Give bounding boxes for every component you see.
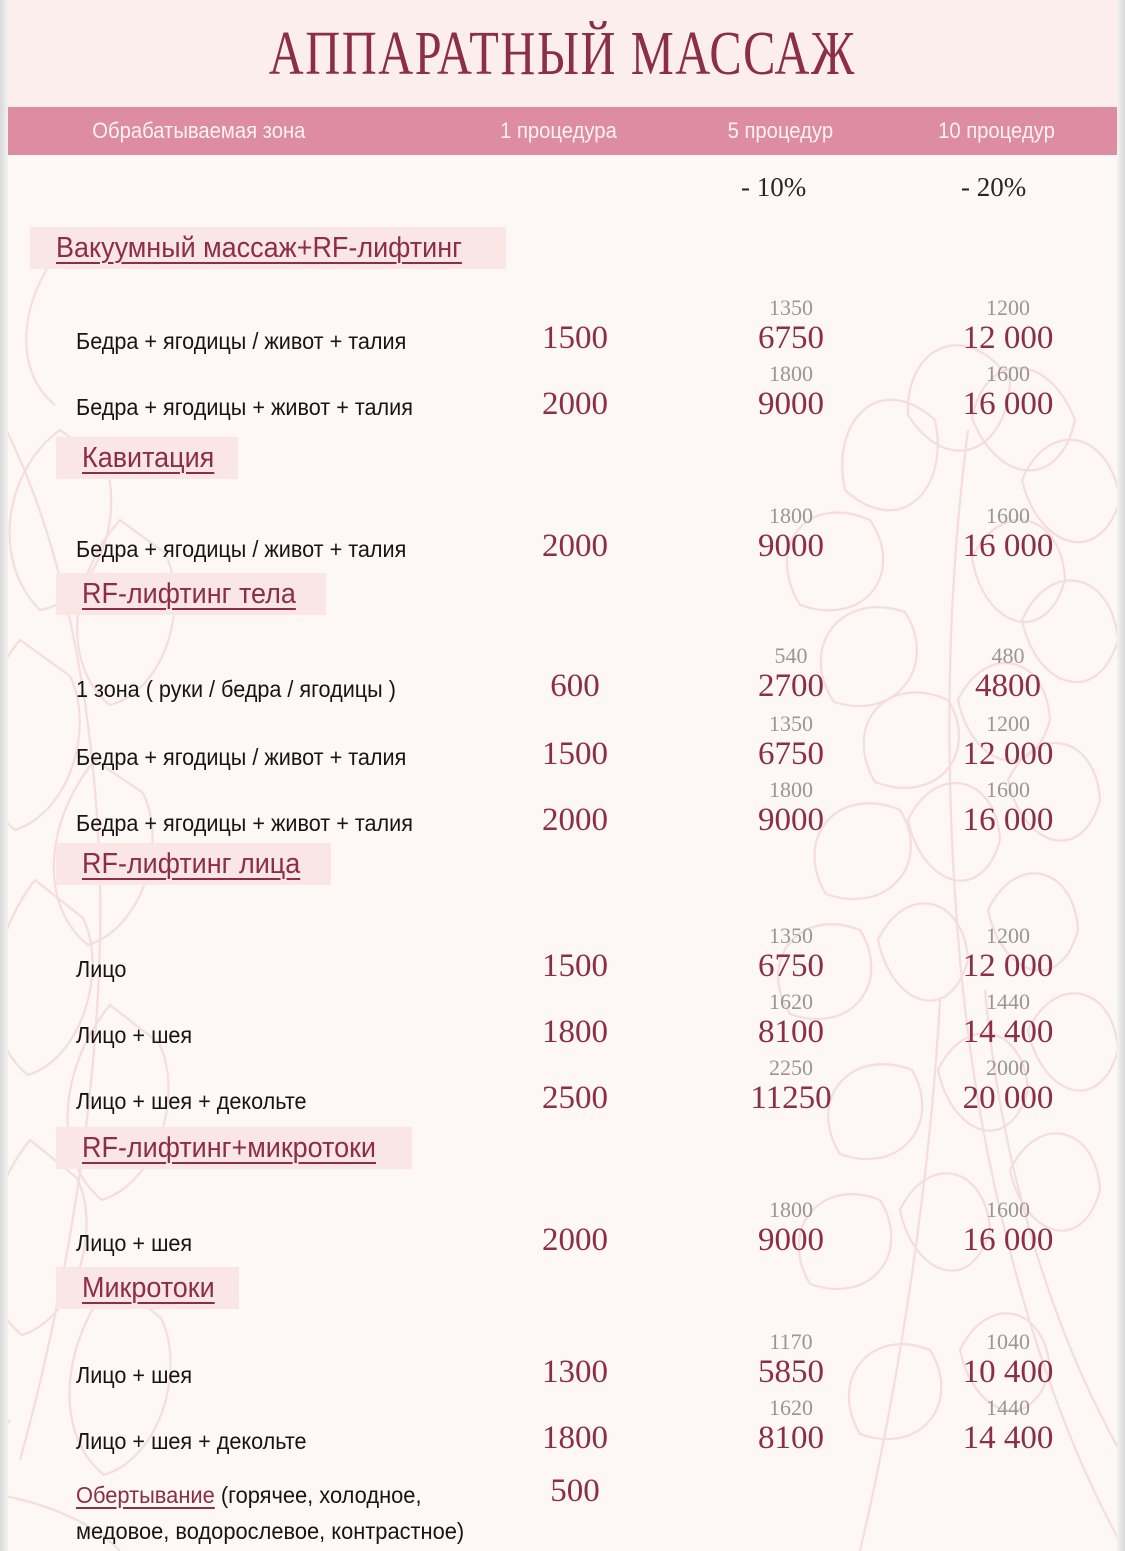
price-five-procedures: 5850 — [758, 1354, 824, 1390]
discount-badge-20: - 20% — [961, 172, 1027, 202]
price-one-procedure: 1800 — [542, 1420, 608, 1456]
price-ten-procedures: 12 000 — [962, 736, 1054, 772]
table-row — [8, 1045, 1117, 1117]
unit-price-ten: 480 — [991, 643, 1025, 668]
unit-price-ten: 1600 — [986, 777, 1030, 802]
price-one-procedure: 1500 — [542, 736, 608, 772]
price-one-procedure: 600 — [550, 668, 600, 704]
wrap-service-detail: (горячее, холодное, медовое, водорослевое, контрастное) — [76, 1482, 465, 1544]
table-header-bar — [8, 107, 1117, 155]
row-zone-label: Лицо + шея — [76, 1362, 193, 1388]
row-zone-label: Лицо + шея — [76, 1230, 193, 1256]
price-ten-procedures: 16 000 — [962, 1222, 1054, 1258]
row-zone-label: Лицо + шея + декольте — [76, 1088, 307, 1114]
price-five-procedures: 6750 — [758, 320, 824, 356]
page-edge-right — [1117, 0, 1125, 1551]
row-zone-label: Бедра + ягодицы + живот + талия — [76, 394, 413, 420]
row-zone-label: Бедра + ягодицы / живот + талия — [76, 328, 407, 354]
page-edge-left — [0, 0, 8, 1551]
unit-price-ten: 1600 — [986, 1197, 1030, 1222]
section-header — [56, 1127, 412, 1169]
table-row — [8, 1319, 1117, 1391]
table-row — [8, 979, 1117, 1051]
section-header-label: Вакуумный массаж+RF-лифтинг — [56, 231, 462, 264]
section-header — [56, 843, 331, 885]
row-zone-label: Лицо + шея — [76, 1022, 193, 1048]
unit-price-five: 1170 — [769, 1329, 813, 1354]
section-header-label: Кавитация — [82, 441, 215, 474]
page-title: АППАРАТНЫЙ МАССАЖ — [268, 19, 857, 88]
price-table-body — [8, 155, 1117, 1551]
column-header-one-procedure: 1 процедура — [500, 118, 617, 143]
unit-price-five: 2250 — [769, 1055, 813, 1080]
price-five-procedures: 8100 — [758, 1420, 824, 1456]
price-five-procedures: 2700 — [758, 668, 824, 704]
wrap-service-price: 500 — [550, 1473, 600, 1509]
row-zone-label: Бедра + ягодицы / живот + талия — [76, 744, 407, 770]
row-zone-label: Лицо + шея + декольте — [76, 1428, 307, 1454]
unit-price-five: 1620 — [769, 989, 813, 1014]
price-five-procedures: 6750 — [758, 736, 824, 772]
column-header-five-procedures: 5 процедур — [727, 118, 834, 143]
price-ten-procedures: 14 400 — [962, 1014, 1054, 1050]
row-zone-label: 1 зона ( руки / бедра / ягодицы ) — [76, 676, 396, 702]
price-one-procedure: 2000 — [542, 1222, 608, 1258]
table-row — [8, 285, 1117, 357]
unit-price-five: 1350 — [769, 711, 813, 736]
price-five-procedures: 9000 — [758, 802, 824, 838]
price-ten-procedures: 12 000 — [962, 948, 1054, 984]
price-five-procedures: 9000 — [758, 528, 824, 564]
row-zone-label: Лицо — [76, 956, 127, 982]
unit-price-ten: 1200 — [986, 711, 1030, 736]
price-five-procedures: 8100 — [758, 1014, 824, 1050]
table-row — [8, 1385, 1117, 1457]
unit-price-ten: 2000 — [986, 1055, 1030, 1080]
table-row — [8, 767, 1117, 839]
unit-price-ten: 1040 — [986, 1329, 1030, 1354]
section-header — [56, 573, 326, 615]
price-one-procedure: 1500 — [542, 320, 608, 356]
unit-price-five: 1800 — [769, 1197, 813, 1222]
price-five-procedures: 9000 — [758, 1222, 824, 1258]
price-five-procedures: 6750 — [758, 948, 824, 984]
row-zone-label: Бедра + ягодицы + живот + талия — [76, 810, 413, 836]
section-header-label: Микротоки — [82, 1271, 215, 1304]
unit-price-five: 1350 — [769, 295, 813, 320]
price-ten-procedures: 16 000 — [962, 528, 1054, 564]
column-header-zone: Обрабатываемая зона — [92, 118, 306, 143]
title-band — [8, 0, 1117, 107]
row-zone-label: Бедра + ягодицы / живот + талия — [76, 536, 407, 562]
unit-price-ten: 1200 — [986, 295, 1030, 320]
price-one-procedure: 2500 — [542, 1080, 608, 1116]
price-ten-procedures: 14 400 — [962, 1420, 1054, 1456]
section-header-label: RF-лифтинг+микротоки — [82, 1131, 376, 1164]
price-one-procedure: 2000 — [542, 528, 608, 564]
table-row — [8, 493, 1117, 565]
unit-price-ten: 1600 — [986, 361, 1030, 386]
unit-price-five: 540 — [774, 643, 808, 668]
unit-price-ten: 1600 — [986, 503, 1030, 528]
price-ten-procedures: 12 000 — [962, 320, 1054, 356]
price-ten-procedures: 20 000 — [962, 1080, 1054, 1116]
price-one-procedure: 1300 — [542, 1354, 608, 1390]
price-one-procedure: 2000 — [542, 386, 608, 422]
unit-price-five: 1800 — [769, 777, 813, 802]
price-ten-procedures: 16 000 — [962, 802, 1054, 838]
price-one-procedure: 1800 — [542, 1014, 608, 1050]
section-header-label: RF-лифтинг лица — [82, 847, 301, 880]
price-ten-procedures: 16 000 — [962, 386, 1054, 422]
section-header-label: RF-лифтинг тела — [82, 577, 296, 610]
price-one-procedure: 1500 — [542, 948, 608, 984]
column-header-ten-procedures: 10 процедур — [938, 118, 1055, 143]
discount-badge-10: - 10% — [741, 172, 807, 202]
unit-price-ten: 1440 — [986, 1395, 1030, 1420]
unit-price-five: 1800 — [769, 503, 813, 528]
section-header — [56, 1267, 239, 1309]
section-header — [30, 227, 506, 269]
price-one-procedure: 2000 — [542, 802, 608, 838]
price-five-procedures: 9000 — [758, 386, 824, 422]
table-row — [8, 701, 1117, 773]
unit-price-ten: 1440 — [986, 989, 1030, 1014]
price-ten-procedures: 4800 — [975, 668, 1041, 704]
unit-price-five: 1350 — [769, 923, 813, 948]
table-row — [8, 1187, 1117, 1259]
section-header — [56, 437, 238, 479]
wrap-service-description — [76, 1477, 485, 1549]
price-five-procedures: 11250 — [750, 1080, 832, 1116]
table-row — [8, 913, 1117, 985]
unit-price-five: 1620 — [769, 1395, 813, 1420]
unit-price-five: 1800 — [769, 361, 813, 386]
table-row — [8, 351, 1117, 423]
wrap-service-name: Обертывание — [76, 1482, 215, 1508]
table-row — [8, 633, 1117, 705]
unit-price-ten: 1200 — [986, 923, 1030, 948]
price-ten-procedures: 10 400 — [962, 1354, 1054, 1390]
